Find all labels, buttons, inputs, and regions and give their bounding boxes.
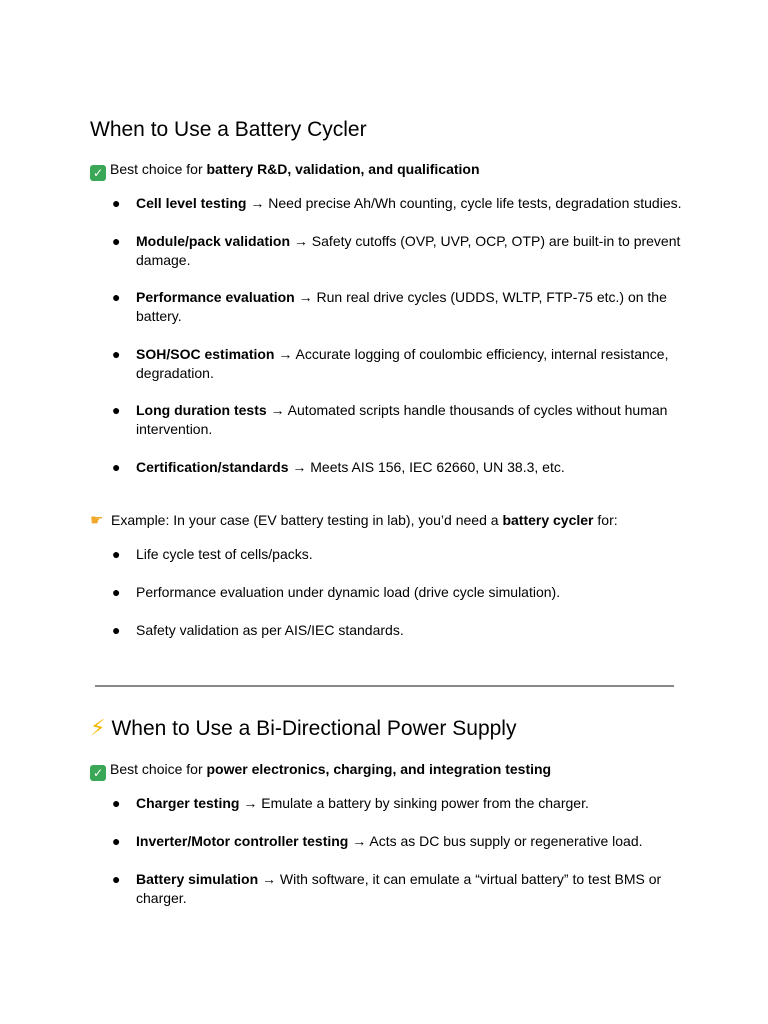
- list-item: [90, 870, 690, 908]
- list-item: [90, 345, 690, 383]
- item-term: Charger testing: [136, 795, 240, 811]
- list-item: [90, 288, 690, 326]
- example-line: [90, 511, 618, 530]
- bullet-icon: ●: [112, 346, 121, 362]
- example-suffix: for:: [593, 512, 618, 528]
- item-term: Cell level testing: [136, 195, 247, 211]
- item-description: Performance evaluation under dynamic load (drive cycle simulation).: [136, 584, 561, 600]
- item-description: Life cycle test of cells/packs.: [136, 546, 313, 562]
- bullet-icon: ●: [112, 459, 121, 475]
- item-term: Battery simulation: [136, 871, 259, 887]
- list-item: [90, 232, 690, 270]
- section-title: When to Use a Battery Cycler: [90, 118, 367, 141]
- check-mark-icon: ✓: [90, 765, 106, 781]
- list-item: [90, 545, 690, 564]
- bullet-icon: ●: [112, 584, 121, 600]
- pointing-right-icon: ☛: [90, 511, 104, 529]
- item-description: → Emulate a battery by sinking power from the charger.: [239, 795, 589, 811]
- item-term: Module/pack validation: [136, 233, 291, 249]
- best-choice-line: [90, 760, 551, 781]
- item-description: → Acts as DC bus supply or regenerative load.: [348, 833, 643, 849]
- section-title: When to Use a Bi-Directional Power Supply: [111, 717, 517, 740]
- best-choice-prefix: Best choice for: [110, 761, 207, 777]
- item-description: → Meets AIS 156, IEC 62660, UN 38.3, etc.: [288, 459, 565, 475]
- bullet-icon: ●: [112, 233, 121, 249]
- section-heading-battery-cycler: [90, 117, 367, 143]
- best-choice-emphasis: battery R&D, validation, and qualification: [206, 161, 480, 177]
- list-item: [90, 401, 690, 439]
- check-mark-icon: ✓: [90, 165, 106, 181]
- list-item: [90, 194, 690, 213]
- list-item: [90, 794, 690, 813]
- bullet-icon: ●: [112, 871, 121, 887]
- bullet-icon: ●: [112, 289, 121, 305]
- item-term: SOH/SOC estimation: [136, 346, 275, 362]
- example-prefix: Example: In your case (EV battery testing in lab), you’d need a: [111, 512, 503, 528]
- list-item: [90, 458, 690, 477]
- bullet-icon: ●: [112, 195, 121, 211]
- item-description: → Accurate logging of coulombic efficiency, internal resistance, degradation.: [136, 346, 669, 381]
- high-voltage-icon: ⚡: [90, 716, 106, 741]
- item-term: Certification/standards: [136, 459, 289, 475]
- best-choice-line: [90, 160, 480, 181]
- item-description: Safety validation as per AIS/IEC standards.: [136, 622, 404, 638]
- example-emphasis: battery cycler: [502, 512, 594, 528]
- section-divider: [95, 685, 674, 687]
- item-term: Inverter/Motor controller testing: [136, 833, 349, 849]
- section-heading-bidirectional-supply: [90, 716, 516, 742]
- list-item: [90, 621, 690, 640]
- item-description: → Automated scripts handle thousands of cycles without human intervention.: [136, 402, 668, 437]
- best-choice-prefix: Best choice for: [110, 161, 207, 177]
- item-term: Performance evaluation: [136, 289, 295, 305]
- bullet-icon: ●: [112, 833, 121, 849]
- bullet-icon: ●: [112, 402, 121, 418]
- item-description: → Safety cutoffs (OVP, UVP, OCP, OTP) are built-in to prevent damage.: [136, 233, 681, 268]
- item-description: → Run real drive cycles (UDDS, WLTP, FTP-75 etc.) on the battery.: [136, 289, 667, 324]
- item-term: Long duration tests: [136, 402, 267, 418]
- bullet-icon: ●: [112, 795, 121, 811]
- item-description: → Need precise Ah/Wh counting, cycle life tests, degradation studies.: [246, 195, 682, 211]
- item-description: → With software, it can emulate a “virtual battery” to test BMS or charger.: [136, 871, 662, 906]
- best-choice-emphasis: power electronics, charging, and integration testing: [206, 761, 552, 777]
- bullet-icon: ●: [112, 622, 121, 638]
- list-item: [90, 583, 690, 602]
- bullet-icon: ●: [112, 546, 121, 562]
- list-item: [90, 832, 690, 851]
